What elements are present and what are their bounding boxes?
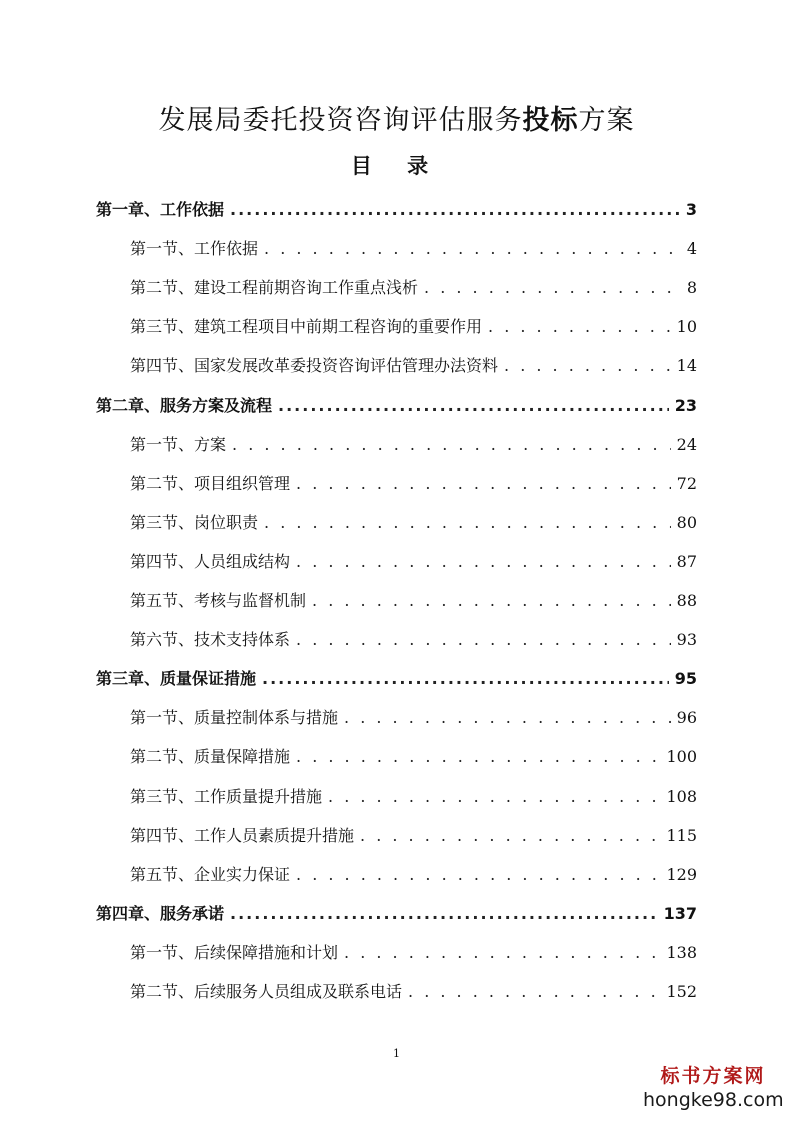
toc-entry-label: 第三节、建筑工程项目中前期工程咨询的重要作用: [130, 317, 483, 337]
toc-entry-page: 96: [676, 708, 697, 728]
toc-dot-leader: [312, 587, 671, 615]
toc-dot-leader: [344, 939, 660, 967]
watermark-logo: [643, 1064, 783, 1112]
title-prefix: 发展局委托投资咨询评估服务: [158, 105, 523, 136]
toc-dot-leader: [264, 235, 681, 263]
toc-entry-label: 第一节、方案: [130, 434, 227, 454]
toc-entry-label: 第二节、质量保障措施: [130, 747, 291, 767]
toc-dot-leader: [424, 274, 681, 302]
toc-entry-label: 第五节、企业实力保证: [130, 864, 291, 884]
toc-entry-label: 第一节、工作依据: [130, 239, 259, 259]
toc-entry-page: 115: [666, 825, 697, 845]
toc-entry-page: 24: [676, 434, 697, 454]
toc-entry-label: 第四节、国家发展改革委投资咨询评估管理办法资料: [130, 356, 499, 376]
toc-entry-label: 第三节、工作质量提升措施: [130, 786, 323, 806]
toc-dot-leader: [232, 431, 671, 459]
toc-entry-page: 72: [676, 473, 697, 493]
toc-entry-page: 93: [676, 630, 697, 650]
toc-entry-page: 100: [666, 747, 697, 767]
toc-dot-leader: [296, 470, 671, 498]
toc-entry-label: 第六节、技术支持体系: [130, 630, 291, 650]
toc-chapter-row[interactable]: [96, 392, 697, 420]
toc-dot-leader: [296, 626, 671, 654]
toc-section-row[interactable]: [130, 978, 697, 1006]
toc-entry-label: 第四节、人员组成结构: [130, 551, 291, 571]
toc-entry-label: 第二节、项目组织管理: [130, 473, 291, 493]
toc-entry-page: 88: [676, 591, 697, 610]
toc-entry-page: 95: [674, 669, 697, 689]
toc-section-row[interactable]: [130, 509, 697, 537]
toc-entry-page: 23: [674, 395, 697, 415]
toc-entry-page: 10: [676, 317, 697, 337]
toc-entry-page: 137: [663, 903, 697, 923]
toc-dot-leader: [504, 352, 671, 380]
toc-section-row[interactable]: [130, 235, 697, 263]
toc-entry-label: 第三章、质量保证措施: [96, 669, 257, 689]
toc-entry-label: 第一节、质量控制体系与措施: [130, 708, 339, 728]
toc-section-row[interactable]: [130, 626, 697, 654]
toc-section-row[interactable]: [130, 470, 697, 498]
toc-entry-label: 第三节、岗位职责: [130, 512, 259, 532]
toc-chapter-row[interactable]: [96, 900, 697, 928]
toc-dot-leader: [230, 900, 658, 928]
toc-entry-page: 129: [666, 864, 697, 884]
toc-chapter-row[interactable]: [96, 196, 697, 224]
toc-entry-label: 第二章、服务方案及流程: [96, 395, 273, 415]
toc-section-row[interactable]: [130, 861, 697, 889]
toc-entry-page: 14: [676, 356, 697, 376]
toc-section-row[interactable]: [130, 313, 697, 341]
toc-heading: 目 录: [350, 154, 443, 178]
toc-section-row[interactable]: [130, 352, 697, 380]
toc-chapter-row[interactable]: [96, 665, 697, 693]
toc-section-row[interactable]: [130, 587, 697, 615]
toc-section-row[interactable]: [130, 431, 697, 459]
toc-entry-label: 第一章、工作依据: [96, 200, 225, 219]
toc-section-row[interactable]: [130, 704, 697, 732]
title-bold: 投标: [522, 105, 579, 136]
watermark-cn: 标书方案网: [660, 1065, 766, 1087]
toc-entry-page: 152: [666, 982, 697, 1001]
toc-dot-leader: [264, 509, 671, 537]
toc-entry-label: 第一节、后续保障措施和计划: [130, 942, 339, 962]
toc-section-row[interactable]: [130, 822, 697, 850]
toc-entry-page: 4: [686, 239, 697, 259]
toc-dot-leader: [344, 704, 671, 732]
toc-entry-label: 第四章、服务承诺: [96, 903, 225, 923]
toc-entry-page: 8: [686, 278, 697, 298]
toc-dot-leader: [296, 548, 671, 576]
toc-section-row[interactable]: [130, 783, 697, 811]
page-number: 1: [393, 1047, 400, 1060]
toc-section-row[interactable]: [130, 743, 697, 771]
toc-dot-leader: [360, 822, 660, 850]
toc-entry-page: 138: [666, 942, 697, 962]
toc-dot-leader: [278, 392, 669, 420]
toc-entry-page: 108: [666, 786, 697, 806]
toc-section-row[interactable]: [130, 274, 697, 302]
toc-dot-leader: [230, 196, 680, 224]
toc-entry-page: 87: [676, 551, 697, 571]
toc-dot-leader: [296, 861, 660, 889]
toc-section-row[interactable]: [130, 548, 697, 576]
toc-dot-leader: [328, 783, 660, 811]
document-title: [0, 98, 793, 137]
watermark-url: hongke98.com: [643, 1089, 784, 1111]
title-suffix: 方案: [578, 105, 635, 136]
toc-entry-label: 第二节、建设工程前期咨询工作重点浅析: [130, 278, 419, 298]
toc-entry-page: 3: [685, 200, 697, 219]
toc-dot-leader: [488, 313, 671, 341]
toc-entry-label: 第四节、工作人员素质提升措施: [130, 825, 355, 845]
toc-dot-leader: [296, 743, 660, 771]
toc-dot-leader: [408, 978, 660, 1006]
toc-entry-label: 第二节、后续服务人员组成及联系电话: [130, 982, 403, 1001]
toc-entry-label: 第五节、考核与监督机制: [130, 591, 307, 610]
toc-section-row[interactable]: [130, 939, 697, 967]
toc-dot-leader: [262, 665, 669, 693]
toc-entry-page: 80: [676, 512, 697, 532]
